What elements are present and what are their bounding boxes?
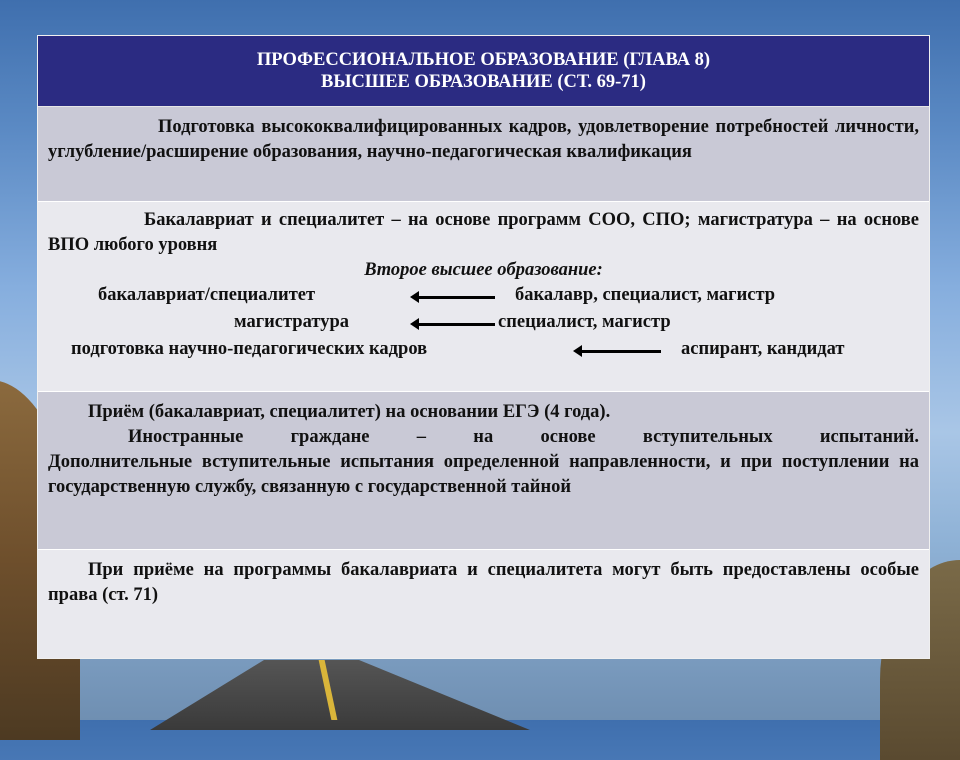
admission-rest: Дополнительные вступительные испытания определенной направленности, и при поступлении на государственную службу, связанную с государственной тайной — [48, 452, 919, 497]
row-programs — [38, 202, 929, 392]
header-title-line-1: ПРОФЕССИОНАЛЬНОЕ ОБРАЗОВАНИЕ (ГЛАВА 8) — [256, 50, 711, 70]
mapping-to: бакалавр, специалист, магистр — [515, 285, 776, 305]
second-degree-subtitle: Второе высшее образование: — [364, 260, 603, 280]
mapping-to: специалист, магистр — [498, 312, 671, 332]
admission-line-2: Иностранные граждане – на основе вступительных испытаний. — [128, 427, 919, 447]
mapping-from: подготовка научно-педагогических кадров — [71, 339, 428, 359]
row-admission — [38, 392, 929, 550]
purpose-text: Подготовка высококвалифицированных кадров, удовлетворение потребностей личности, углубление/расширение образования, научно-педагогическая квалификация — [48, 117, 919, 162]
row-purpose — [38, 107, 929, 202]
arrow-left-icon — [581, 350, 661, 353]
mapping-line-2 — [48, 310, 919, 337]
admission-line-1: Приём (бакалавриат, специалитет) на основании ЕГЭ (4 года). — [88, 402, 611, 422]
content-table — [37, 35, 930, 659]
arrow-left-icon — [418, 323, 495, 326]
row-special-rights — [38, 550, 929, 658]
arrow-left-icon — [418, 296, 495, 299]
mapping-line-1 — [48, 283, 919, 310]
special-rights-text: При приёме на программы бакалавриата и специалитета могут быть предоставлены особые права (ст. 71) — [48, 560, 919, 605]
programs-intro: Бакалавриат и специалитет – на основе программ СОО, СПО; магистратура – на основе ВПО любого уровня — [48, 210, 919, 255]
mapping-from: бакалавриат/специалитет — [98, 285, 316, 305]
table-header — [38, 36, 929, 107]
mapping-to: аспирант, кандидат — [681, 339, 845, 359]
mapping-line-3 — [48, 337, 919, 364]
header-title-line-2: ВЫСШЕЕ ОБРАЗОВАНИЕ (СТ. 69-71) — [321, 72, 646, 92]
mapping-from: магистратура — [234, 312, 350, 332]
